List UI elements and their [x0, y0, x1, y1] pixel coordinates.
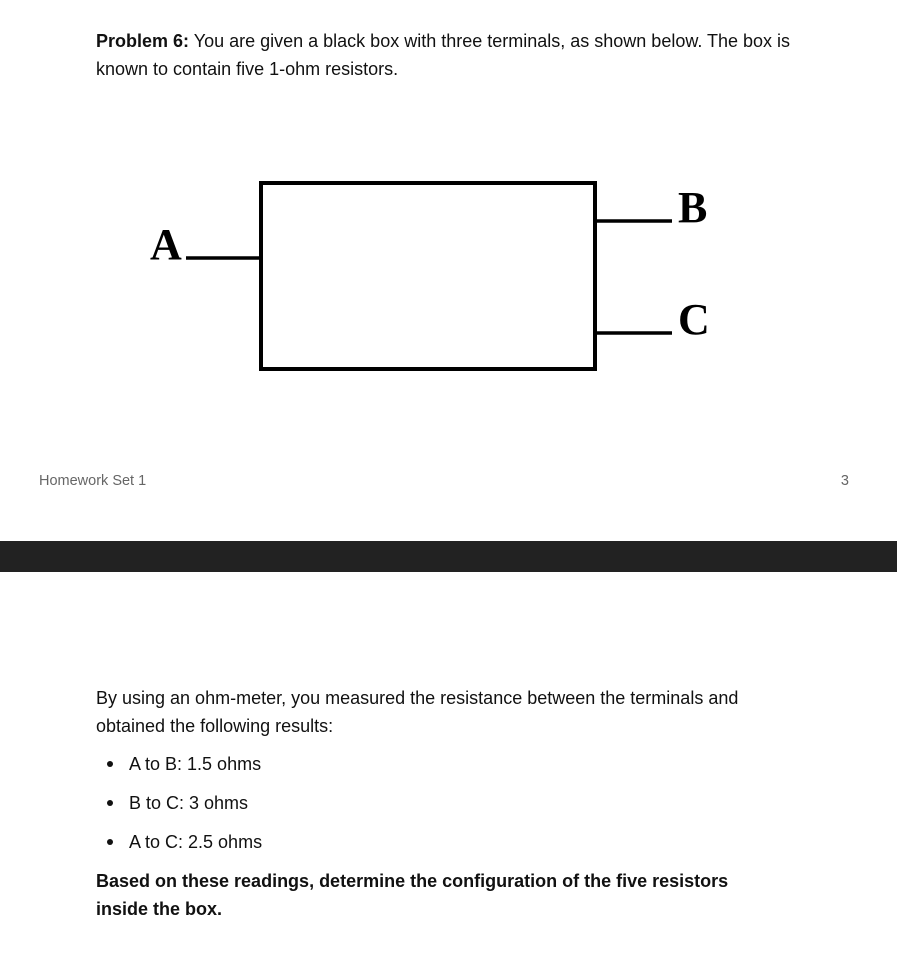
list-item: [96, 828, 796, 867]
black-box-diagram: [0, 150, 897, 410]
problem-statement: [96, 27, 796, 83]
black-box-rectangle: [261, 183, 595, 369]
bullet-icon: [107, 761, 113, 767]
problem-text: You are given a black box with three terminals, as shown below. The box is known to contain five 1-ohm resistors.: [96, 31, 791, 79]
readings-list: [96, 750, 796, 867]
page-number: 3: [840, 473, 849, 489]
terminal-a-label: A: [150, 220, 182, 269]
reading-text: B to C: 3 ohms: [129, 793, 249, 813]
terminal-b-label: B: [678, 183, 708, 232]
measurement-intro: By using an ohm-meter, you measured the resistance between the terminals and obtained the following results:: [96, 688, 739, 736]
problem-label: Problem 6:: [96, 31, 190, 51]
conclusion-text: Based on these readings, determine the configuration of the five resistors inside the box.: [96, 871, 729, 919]
footer-title: Homework Set 1: [39, 473, 147, 489]
bullet-icon: [107, 800, 113, 806]
list-item: [96, 789, 796, 828]
page-separator: [0, 541, 897, 572]
list-item: [96, 750, 796, 789]
reading-text: A to B: 1.5 ohms: [129, 754, 262, 774]
bullet-icon: [107, 839, 113, 845]
reading-text: A to C: 2.5 ohms: [129, 832, 263, 852]
terminal-c-label: C: [678, 295, 710, 344]
